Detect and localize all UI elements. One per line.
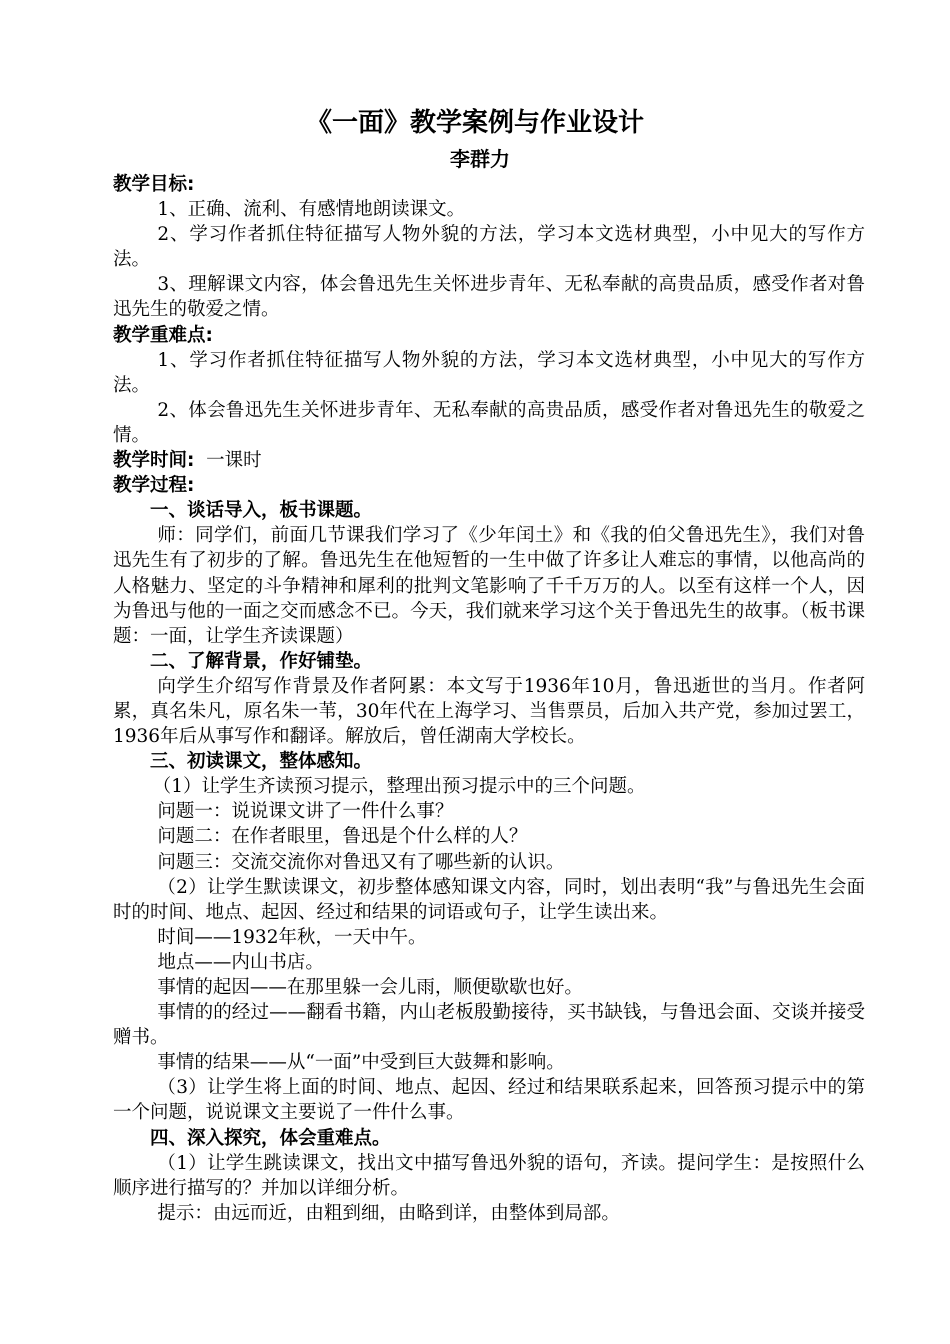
document-title: 《一面》教学案例与作业设计	[305, 108, 644, 138]
process-heading: 教学过程:	[113, 475, 195, 497]
step3-question: 问题一：说说课文讲了一件什么事？	[157, 801, 454, 823]
step3-item3: （3）让学生将上面的时间、地点、起因、经过和结果联系起来，回答预习提示中的第一个问题，说说课文主要说了一件什么事。	[113, 1077, 865, 1124]
time-value: 一课时	[206, 450, 262, 472]
step1-title: 一、谈话导入，板书课题。	[150, 500, 373, 522]
step2-title: 二、了解背景，作好铺垫。	[150, 650, 373, 672]
step4-title: 四、深入探究，体会重难点。	[150, 1127, 391, 1149]
step4-hint: 提示：由远而近，由粗到细，由略到详，由整体到局部。	[157, 1202, 620, 1224]
objective-item: 1、正确、流利、有感情地朗读课文。	[157, 199, 466, 221]
step3-question: 问题二：在作者眼里，鲁迅是个什么样的人？	[157, 826, 528, 848]
step3-place: 地点——内山书店。	[157, 951, 324, 973]
step3-time: 时间——1932年秋，一天中午。	[157, 926, 427, 948]
step1-text: 师：同学们，前面几节课我们学习了《少年闰土》和《我的伯父鲁迅先生》，我们对鲁迅先生有了初步的了解。鲁迅先生在他短暂的一生中做了许多让人难忘的事情，以他高尚的人格魅力、坚定的斗争精神和犀利的批判文笔影响了千千万万的人。以至有这样一个人，因为鲁迅与他的一面之交而感念不已。今天，我们就来学习这个关于鲁迅先生的故事。（板书课题：一面，让学生齐读课题）	[113, 525, 865, 647]
step3-result: 事情的结果——从“一面”中受到巨大鼓舞和影响。	[157, 1052, 565, 1074]
teaching-time	[113, 448, 865, 473]
step3-cause: 事情的起因——在那里躲一会儿雨，顺便歇歇也好。	[157, 977, 583, 998]
step3-title: 三、初读课文，整体感知。	[150, 751, 373, 773]
keypoints-heading: 教学重难点:	[113, 324, 213, 346]
document-author: 李群力	[450, 147, 510, 171]
step3-question: 问题三：交流交流你对鲁迅又有了哪些新的认识。	[157, 851, 565, 873]
objective-item: 2、学习作者抓住特征描写人物外貌的方法，学习本文选材典型，小中见大的写作方法。	[113, 224, 865, 271]
keypoint-item: 1、学习作者抓住特征描写人物外貌的方法，学习本文选材典型，小中见大的写作方法。	[113, 349, 865, 396]
keypoint-item: 2、体会鲁迅先生关怀进步青年、无私奉献的高贵品质，感受作者对鲁迅先生的敬爱之情。	[113, 399, 865, 446]
document-body	[113, 172, 865, 1226]
step3-process: 事情的的经过——翻看书籍，内山老板殷勤接待，买书缺钱，与鲁迅会面、交谈并接受赠书。	[113, 1002, 865, 1049]
step3-item1: （1）让学生齐读预习提示，整理出预习提示中的三个问题。	[152, 776, 646, 798]
step2-text: 向学生介绍写作背景及作者阿累：本文写于1936年10月，鲁迅逝世的当月。作者阿累，真名朱凡，原名朱一苇，30年代在上海学习、当售票员，后加入共产党，参加过罢工，1936年后从事写作和翻译。解放后，曾任湖南大学校长。	[113, 675, 865, 748]
step3-item2: （2）让学生默读课文，初步整体感知课文内容，同时，划出表明“我”与鲁迅先生会面时的时间、地点、起因、经过和结果的词语或句子，让学生读出来。	[113, 876, 865, 923]
objectives-heading: 教学目标:	[113, 174, 195, 195]
objective-item: 3、理解课文内容，体会鲁迅先生关怀进步青年、无私奉献的高贵品质，感受作者对鲁迅先生的敬爱之情。	[113, 274, 865, 321]
time-heading: 教学时间:	[113, 450, 195, 472]
step4-item1: （1）让学生跳读课文，找出文中描写鲁迅外貌的语句，齐读。提问学生：是按照什么顺序进行描写的？并加以详细分析。	[113, 1152, 865, 1199]
